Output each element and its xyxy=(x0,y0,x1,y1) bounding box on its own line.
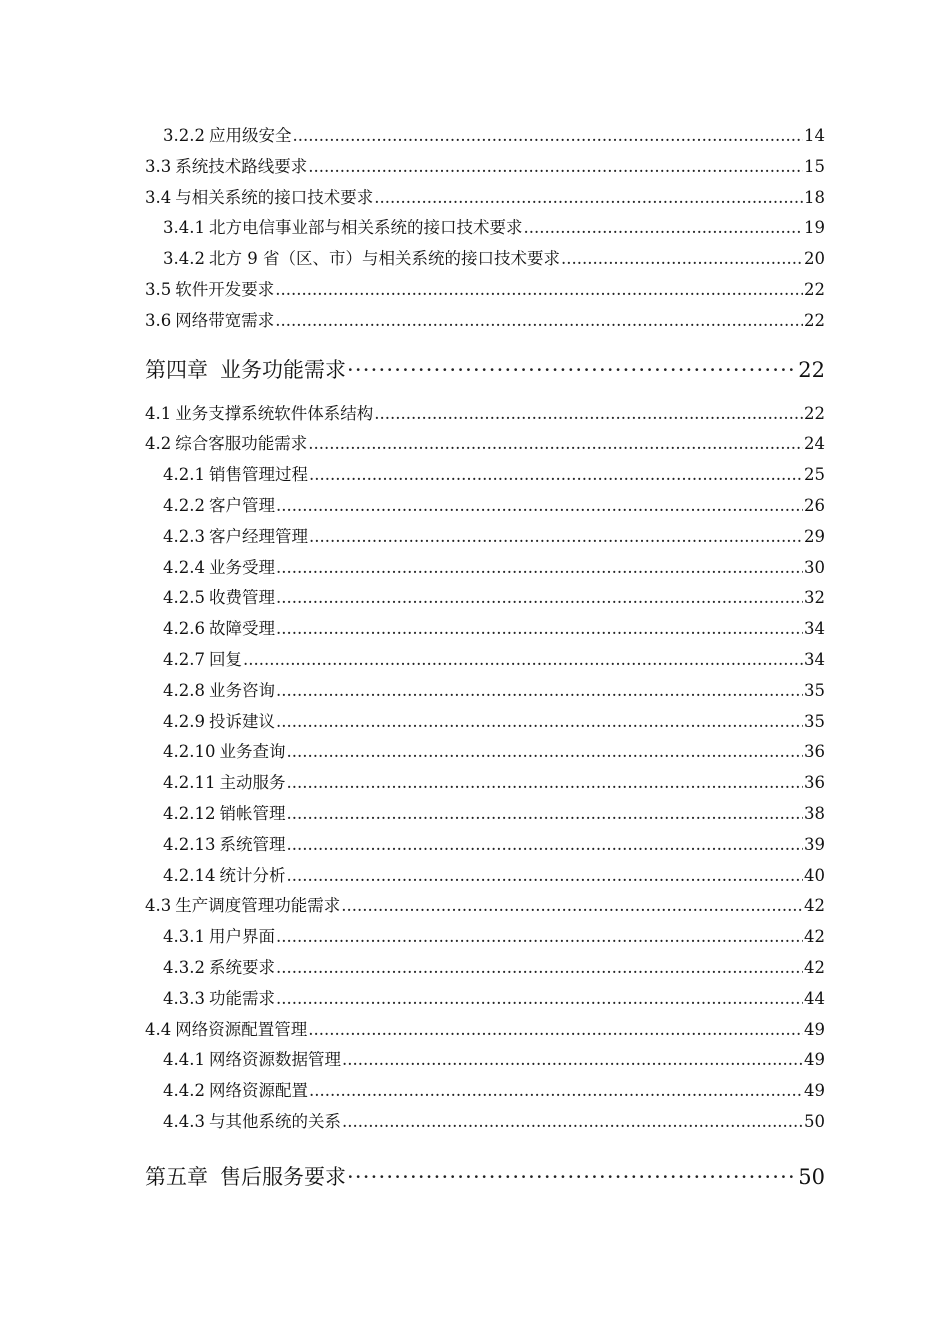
toc-page-number: 30 xyxy=(804,557,825,577)
toc-dot-leader xyxy=(309,522,803,553)
toc-entry-title: 应用级安全 xyxy=(208,126,292,145)
toc-dot-leader xyxy=(347,1158,797,1196)
toc-entry-title: 主动服务 xyxy=(219,773,286,793)
toc-section-entry[interactable] xyxy=(145,183,825,214)
toc-page-number: 35 xyxy=(804,680,825,700)
toc-entry-number: 3.5 xyxy=(145,279,172,299)
toc-entry-number: 4.2.3 xyxy=(163,526,205,546)
toc-dot-leader xyxy=(286,799,803,830)
toc-subsection-entry[interactable] xyxy=(145,676,825,707)
toc-dot-leader xyxy=(308,1015,803,1046)
toc-entry-number: 4.2.4 xyxy=(163,557,205,577)
toc-dot-leader xyxy=(276,953,803,984)
toc-entry-number: 4.4 xyxy=(145,1019,172,1039)
toc-entry-number: 4.1 xyxy=(145,403,172,423)
toc-subsection-entry[interactable] xyxy=(145,121,825,152)
toc-dot-leader xyxy=(276,553,803,584)
toc-entry-title: 北方 9 省（区、市）与相关系统的接口技术要求 xyxy=(208,249,560,269)
toc-entry-number: 4.3.3 xyxy=(163,988,205,1008)
toc-subsection-entry[interactable] xyxy=(145,953,825,984)
toc-page-number: 38 xyxy=(804,803,825,823)
toc-entry-number: 3.4.2 xyxy=(163,249,205,269)
toc-entry-title: 功能需求 xyxy=(208,988,275,1008)
toc-section-entry[interactable] xyxy=(145,306,825,337)
toc-entry-number: 4.2.1 xyxy=(163,465,205,485)
toc-dot-leader xyxy=(292,121,803,152)
toc-section-entry[interactable] xyxy=(145,152,825,183)
toc-page-number: 49 xyxy=(804,1050,825,1070)
toc-entry-title: 与相关系统的接口技术要求 xyxy=(175,187,374,207)
toc-entry-title: 网络带宽需求 xyxy=(175,310,275,330)
toc-dot-leader xyxy=(276,707,803,738)
toc-dot-leader xyxy=(276,922,803,953)
toc-page-number: 49 xyxy=(804,1019,825,1039)
toc-page-number: 32 xyxy=(804,588,825,608)
toc-entry-number: 4.4.2 xyxy=(163,1081,205,1101)
toc-page-number: 26 xyxy=(804,495,825,515)
toc-dot-leader xyxy=(276,984,803,1015)
toc-subsection-entry[interactable] xyxy=(145,491,825,522)
toc-subsection-entry[interactable] xyxy=(145,460,825,491)
toc-chapter-heading[interactable] xyxy=(145,1158,825,1196)
toc-entry-number: 4.4.3 xyxy=(163,1111,205,1131)
toc-page-number: 50 xyxy=(804,1111,825,1131)
toc-subsection-entry[interactable] xyxy=(145,984,825,1015)
toc-entry-title: 回复 xyxy=(208,649,242,669)
toc-entry-title: 软件开发要求 xyxy=(175,279,275,299)
toc-entry-number: 4.2.13 xyxy=(163,834,216,854)
toc-subsection-entry[interactable] xyxy=(145,553,825,584)
toc-section-entry[interactable] xyxy=(145,275,825,306)
toc-entry-title: 统计分析 xyxy=(219,865,286,885)
toc-dot-leader xyxy=(276,676,803,707)
toc-dot-leader xyxy=(276,583,803,614)
toc-entry-title: 网络资源数据管理 xyxy=(208,1050,341,1070)
toc-entry-number: 3.4.1 xyxy=(163,218,205,238)
toc-entry-title: 业务受理 xyxy=(208,557,275,577)
toc-entry-title: 客户管理 xyxy=(208,495,275,515)
toc-entry-number: 3.2.2 xyxy=(163,126,205,145)
toc-page-number: 15 xyxy=(804,156,825,176)
toc-chapter-heading[interactable] xyxy=(145,351,825,389)
toc-page-number: 42 xyxy=(804,896,825,916)
toc-dot-leader xyxy=(341,891,803,922)
toc-page-number: 24 xyxy=(804,434,825,454)
toc-entry-number: 4.3.1 xyxy=(163,927,205,947)
toc-entry-title: 综合客服功能需求 xyxy=(175,434,308,454)
toc-subsection-entry[interactable] xyxy=(145,922,825,953)
toc-dot-leader xyxy=(276,491,803,522)
toc-dot-leader xyxy=(342,1045,803,1076)
toc-page-number: 49 xyxy=(804,1081,825,1101)
toc-dot-leader xyxy=(561,244,803,275)
toc-page-number: 20 xyxy=(804,249,825,269)
toc-page-number: 35 xyxy=(804,711,825,731)
toc-entry-number: 4.2.6 xyxy=(163,619,205,639)
toc-entry-number: 3.4 xyxy=(145,187,172,207)
toc-entry-number: 3.6 xyxy=(145,310,172,330)
toc-page-number: 34 xyxy=(804,619,825,639)
toc-dot-leader xyxy=(286,768,803,799)
toc-subsection-entry[interactable] xyxy=(145,737,825,768)
toc-dot-leader xyxy=(275,306,803,337)
table-of-contents xyxy=(145,121,825,1196)
toc-entry-title: 业务功能需求 xyxy=(220,357,346,382)
toc-subsection-entry[interactable] xyxy=(145,799,825,830)
toc-subsection-entry[interactable] xyxy=(145,614,825,645)
toc-subsection-entry[interactable] xyxy=(145,522,825,553)
toc-page-number: 44 xyxy=(804,988,825,1008)
toc-subsection-entry[interactable] xyxy=(145,707,825,738)
toc-entry-number: 4.2.7 xyxy=(163,649,205,669)
toc-dot-leader xyxy=(347,351,797,389)
toc-dot-leader xyxy=(342,1107,803,1138)
toc-subsection-entry[interactable] xyxy=(145,1107,825,1138)
toc-subsection-entry[interactable] xyxy=(145,244,825,275)
toc-dot-leader xyxy=(374,183,803,214)
toc-subsection-entry[interactable] xyxy=(145,768,825,799)
toc-entry-title: 系统要求 xyxy=(208,957,275,977)
toc-subsection-entry[interactable] xyxy=(145,1076,825,1107)
toc-dot-leader xyxy=(309,460,803,491)
toc-entry-title: 业务支撑系统软件体系结构 xyxy=(175,403,374,423)
toc-dot-leader xyxy=(374,399,803,430)
toc-section-entry[interactable] xyxy=(145,429,825,460)
toc-entry-number: 4.2.14 xyxy=(163,865,216,885)
toc-entry-number: 4.2.10 xyxy=(163,742,216,762)
toc-section-entry[interactable] xyxy=(145,1015,825,1046)
toc-page-number: 29 xyxy=(804,526,825,546)
toc-entry-title: 客户经理管理 xyxy=(208,526,308,546)
toc-dot-leader xyxy=(308,152,803,183)
toc-page-number: 14 xyxy=(804,126,825,145)
toc-dot-leader xyxy=(275,275,803,306)
toc-entry-title: 用户界面 xyxy=(208,927,275,947)
toc-entry-number: 4.2.11 xyxy=(163,773,216,793)
toc-entry-title: 销帐管理 xyxy=(219,803,286,823)
toc-entry-number: 第五章 xyxy=(145,1164,208,1189)
toc-page-number: 36 xyxy=(804,742,825,762)
toc-page-number: 39 xyxy=(804,834,825,854)
toc-entry-title: 与其他系统的关系 xyxy=(208,1111,341,1131)
toc-page-number: 22 xyxy=(804,279,825,299)
toc-dot-leader xyxy=(276,614,803,645)
toc-page-number: 22 xyxy=(804,403,825,423)
toc-dot-leader xyxy=(286,737,803,768)
toc-entry-title: 网络资源配置 xyxy=(208,1081,308,1101)
toc-entry-number: 4.2.5 xyxy=(163,588,205,608)
toc-entry-number: 4.3 xyxy=(145,896,172,916)
toc-page-number: 42 xyxy=(804,957,825,977)
toc-dot-leader xyxy=(523,213,803,244)
toc-page-number: 25 xyxy=(804,465,825,485)
toc-subsection-entry[interactable] xyxy=(145,830,825,861)
toc-page-number: 22 xyxy=(804,310,825,330)
toc-page-number: 50 xyxy=(798,1164,825,1189)
toc-entry-number: 第四章 xyxy=(145,357,208,382)
toc-page-number: 40 xyxy=(804,865,825,885)
toc-dot-leader xyxy=(308,429,803,460)
toc-page-number: 42 xyxy=(804,927,825,947)
toc-section-entry[interactable] xyxy=(145,399,825,430)
toc-entry-number: 4.2.9 xyxy=(163,711,205,731)
toc-entry-title: 业务咨询 xyxy=(208,680,275,700)
toc-dot-leader xyxy=(309,1076,803,1107)
toc-entry-number: 4.2.8 xyxy=(163,680,205,700)
toc-dot-leader xyxy=(243,645,803,676)
toc-entry-number: 4.2 xyxy=(145,434,172,454)
toc-entry-title: 售后服务要求 xyxy=(220,1164,346,1189)
toc-entry-title: 收费管理 xyxy=(208,588,275,608)
toc-entry-number: 3.3 xyxy=(145,156,172,176)
toc-subsection-entry[interactable] xyxy=(145,645,825,676)
toc-page-number: 36 xyxy=(804,773,825,793)
toc-subsection-entry[interactable] xyxy=(145,583,825,614)
toc-subsection-entry[interactable] xyxy=(145,213,825,244)
toc-page-number: 22 xyxy=(798,357,825,382)
toc-dot-leader xyxy=(286,861,803,892)
toc-entry-title: 销售管理过程 xyxy=(208,465,308,485)
toc-entry-title: 系统管理 xyxy=(219,834,286,854)
toc-page-number: 19 xyxy=(804,218,825,238)
toc-entry-number: 4.3.2 xyxy=(163,957,205,977)
toc-page-number: 34 xyxy=(804,649,825,669)
toc-entry-title: 北方电信事业部与相关系统的接口技术要求 xyxy=(208,218,523,238)
toc-entry-title: 生产调度管理功能需求 xyxy=(175,896,341,916)
toc-page-number: 18 xyxy=(804,187,825,207)
toc-dot-leader xyxy=(286,830,803,861)
toc-entry-number: 4.2.12 xyxy=(163,803,216,823)
toc-entry-title: 网络资源配置管理 xyxy=(175,1019,308,1039)
toc-subsection-entry[interactable] xyxy=(145,1045,825,1076)
toc-entry-title: 投诉建议 xyxy=(208,711,275,731)
toc-section-entry[interactable] xyxy=(145,891,825,922)
toc-entry-number: 4.4.1 xyxy=(163,1050,205,1070)
toc-entry-title: 业务查询 xyxy=(219,742,286,762)
toc-entry-number: 4.2.2 xyxy=(163,495,205,515)
toc-subsection-entry[interactable] xyxy=(145,861,825,892)
toc-entry-title: 故障受理 xyxy=(208,619,275,639)
toc-entry-title: 系统技术路线要求 xyxy=(175,156,308,176)
